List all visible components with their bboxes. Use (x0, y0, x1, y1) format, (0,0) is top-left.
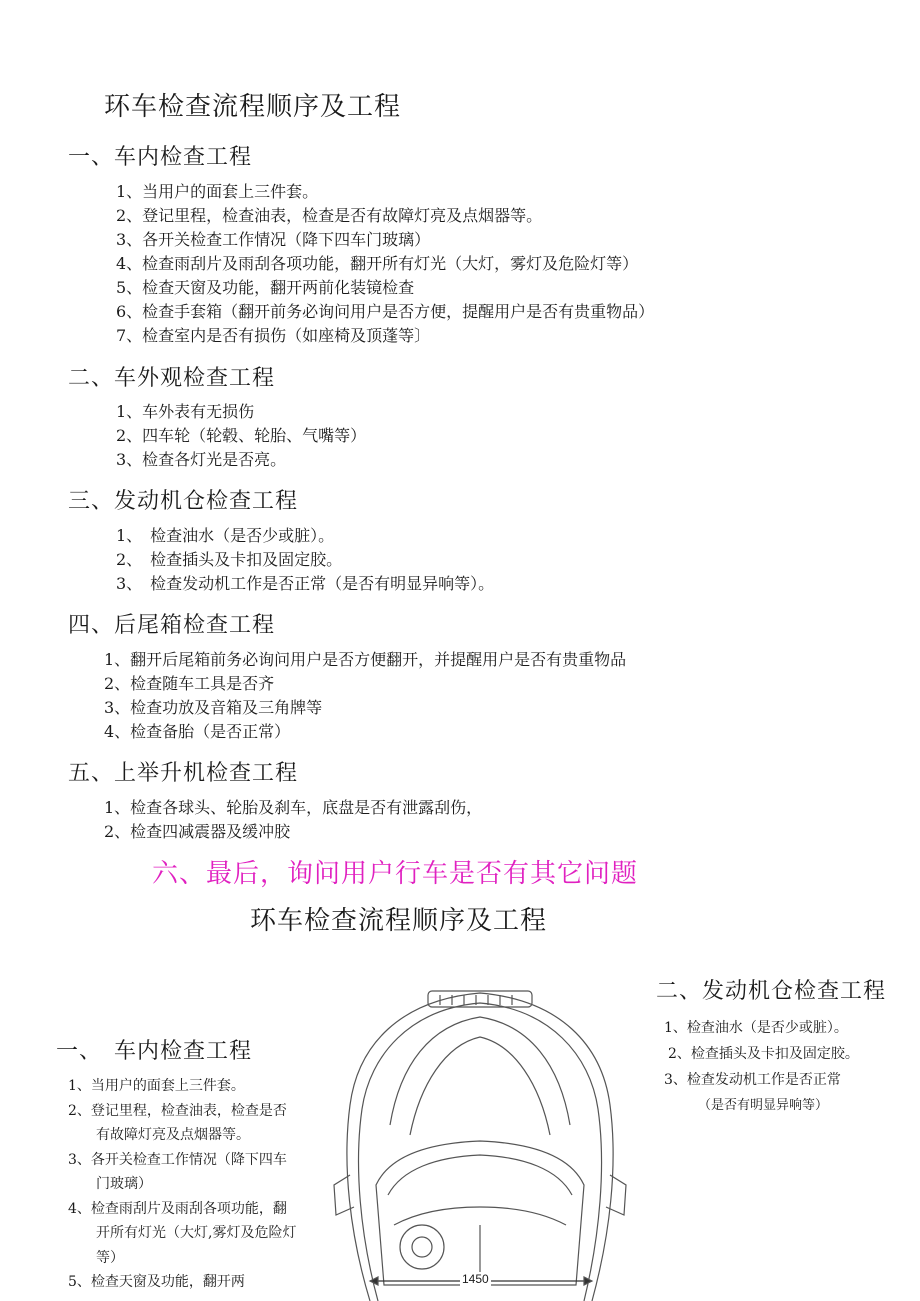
list-item: 3、检查发动机工作是否正常 (664, 1072, 841, 1088)
list-item: 6、检查手套箱（翻开前务必询问用户是否方便，提醒用户是否有贵重物品） (116, 302, 655, 321)
list-item: 3、各开关检查工作情况（降下四车门玻璃） (116, 230, 431, 249)
left-check-list (68, 1074, 318, 1295)
list-item: 1、车外表有无损伤 (116, 402, 255, 421)
section-heading-trunk: 四、后尾箱检查工程 (68, 613, 276, 638)
page-title: 环车检查流程顺序及工程 (104, 92, 402, 122)
lift-check-list (104, 796, 482, 844)
section-heading-engine: 三、发动机仓检查工程 (68, 489, 299, 514)
list-item: 1、 检查油水（是否少或脏）。 (116, 526, 335, 545)
list-item: 2、检查随车工具是否齐 (104, 674, 275, 693)
list-item: （是否有明显异响等） (698, 1098, 829, 1113)
final-note: 六、最后，询问用户行车是否有其它问题 (152, 859, 639, 889)
list-item: 2、登记里程，检查油表，检查是否 有故障灯亮及点烟器等。 (68, 1102, 287, 1143)
list-item: 3、检查各灯光是否亮。 (116, 450, 287, 469)
engine-check-list (116, 524, 494, 596)
right-section-heading: 二、发动机仓检查工程 (656, 979, 887, 1004)
trunk-check-list (104, 648, 626, 744)
list-item: 1、当用户的面套上三件套。 (116, 182, 319, 201)
list-item: 5、检查天窗及功能，翻开两 (68, 1274, 245, 1290)
list-item: 2、检查四减震器及缓冲胶 (104, 822, 291, 841)
list-item: 1、检查各球头、轮胎及刹车，底盘是否有泄露刮伤， (104, 798, 483, 817)
list-item: 4、检查雨刮片及雨刮各项功能，翻 开所有灯光（大灯,雾灯及危险灯等） (68, 1200, 297, 1266)
interior-check-list (116, 180, 654, 348)
list-item: 1、检查油水（是否少或脏）。 (664, 1020, 848, 1036)
dimension-label: 1450 (462, 1272, 489, 1286)
page-title-repeat: 环车检查流程顺序及工程 (250, 906, 548, 936)
section-heading-interior: 一、车内检查工程 (68, 145, 253, 170)
list-item: 1、翻开后尾箱前务必询问用户是否方便翻开，并提醒用户是否有贵重物品 (104, 650, 627, 669)
car-top-view-diagram (330, 985, 630, 1301)
list-item: 3、各开关检查工作情况（降下四车 门玻璃） (68, 1151, 287, 1192)
section-heading-lift: 五、上举升机检查工程 (68, 761, 299, 786)
list-item: 2、四车轮（轮毂、轮胎、气嘴等） (116, 426, 367, 445)
list-item: 4、检查雨刮片及雨刮各项功能，翻开所有灯光（大灯，雾灯及危险灯等） (116, 254, 639, 273)
list-item: 2、 检查插头及卡扣及固定胶。 (116, 550, 343, 569)
list-item: 2、检查插头及卡扣及固定胶。 (668, 1046, 859, 1062)
list-item: 4、检查备胎（是否正常） (104, 722, 291, 741)
list-item: 5、检查天窗及功能，翻开两前化装镜检查 (116, 278, 415, 297)
list-item: 7、检查室内是否有损伤（如座椅及顶蓬等〕 (116, 326, 431, 345)
list-item: 3、 检查发动机工作是否正常（是否有明显异响等）。 (116, 574, 495, 593)
list-item: 1、当用户的面套上三件套。 (68, 1078, 245, 1094)
left-section-heading: 一、 车内检查工程 (56, 1039, 253, 1064)
exterior-check-list (116, 400, 366, 472)
list-item: 3、检查功放及音箱及三角牌等 (104, 698, 323, 717)
right-check-list (664, 1015, 859, 1119)
list-item: 2、登记里程，检查油表，检查是否有故障灯亮及点烟器等。 (116, 206, 543, 225)
section-heading-exterior: 二、车外观检查工程 (68, 366, 276, 391)
